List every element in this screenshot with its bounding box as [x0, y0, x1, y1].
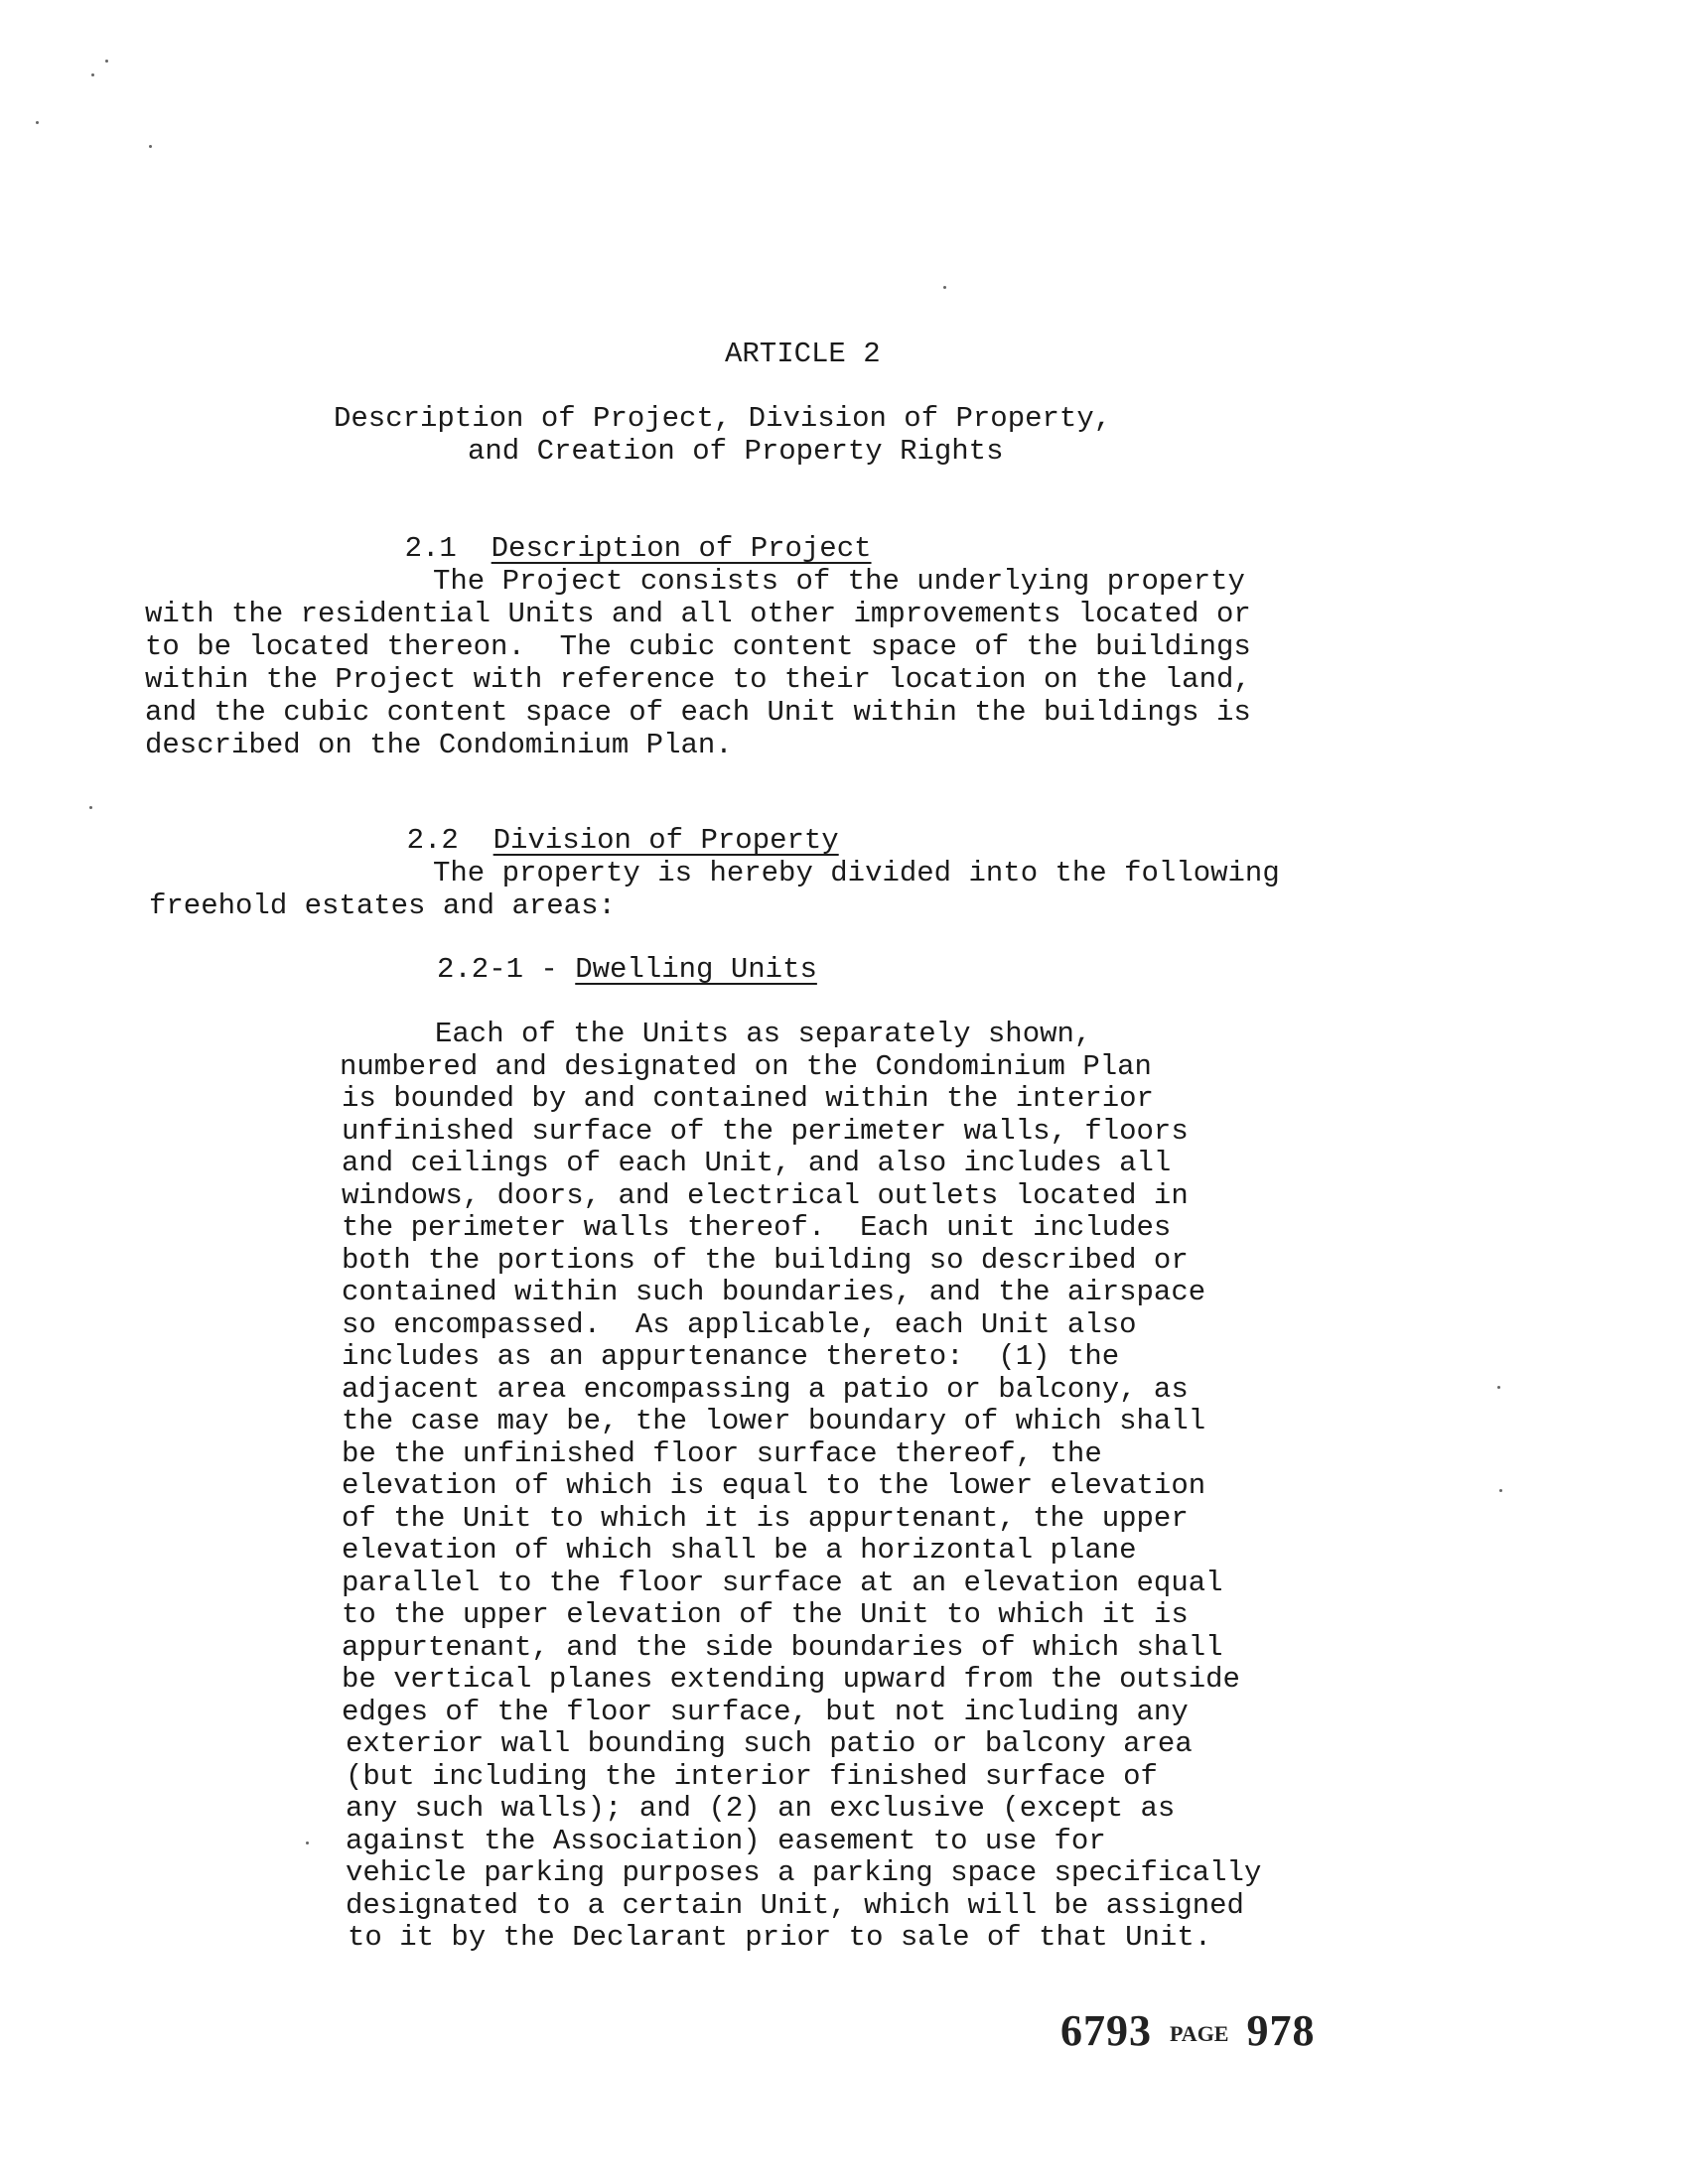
- section-2-2-1-line: appurtenant, and the side boundaries of which shall: [342, 1631, 1223, 1664]
- section-2-2-1-number: 2.2-1 -: [437, 953, 576, 986]
- recording-page-stamp: [1060, 2005, 1315, 2056]
- article-subtitle-line-2: and Creation of Property Rights: [468, 435, 1004, 468]
- section-2-2-line: freehold estates and areas:: [149, 889, 616, 922]
- scan-speck: [105, 60, 108, 63]
- scan-speck: [36, 121, 39, 124]
- section-2-2-1-line: of the Unit to which it is appurtenant, the upper: [342, 1502, 1189, 1535]
- scan-speck: [149, 145, 152, 148]
- section-2-2-1-line: against the Association) easement to use for: [346, 1825, 1106, 1857]
- section-2-2-1-line: Each of the Units as separately shown,: [435, 1018, 1092, 1050]
- section-2-2-line: The property is hereby divided into the following: [433, 857, 1280, 889]
- section-2-2-1-line: designated to a certain Unit, which will be assigned: [346, 1889, 1244, 1922]
- section-2-2-1-line: is bounded by and contained within the interior: [342, 1082, 1154, 1115]
- section-2-2-1-line: to it by the Declarant prior to sale of that Unit.: [348, 1921, 1212, 1954]
- article-title: ARTICLE 2: [725, 338, 881, 370]
- stamp-book-number: 6793: [1060, 2006, 1152, 2055]
- section-2-2-1-line: be the unfinished floor surface thereof, the: [342, 1437, 1102, 1470]
- scan-speck: [1497, 1386, 1500, 1389]
- section-2-2-number: 2.2: [406, 824, 459, 857]
- section-2-2-1-line: edges of the floor surface, but not including any: [342, 1696, 1189, 1728]
- section-2-1-line: and the cubic content space of each Unit within the buildings is: [145, 696, 1251, 729]
- section-2-2-1-line: unfinished surface of the perimeter walls, floors: [342, 1115, 1189, 1148]
- scan-speck: [306, 1842, 309, 1844]
- stamp-page-label: PAGE: [1170, 2021, 1229, 2046]
- section-2-2-1-line: so encompassed. As applicable, each Unit also: [342, 1308, 1137, 1341]
- scan-speck: [89, 806, 92, 809]
- section-2-2-1-title: Dwelling Units: [575, 953, 817, 986]
- section-2-2-1-line: elevation of which shall be a horizontal plane: [342, 1534, 1137, 1567]
- section-2-2-1-line: adjacent area encompassing a patio or balcony, as: [342, 1373, 1189, 1406]
- section-2-1-line: within the Project with reference to their location on the land,: [145, 663, 1251, 696]
- section-2-1-line: with the residential Units and all other improvements located or: [145, 598, 1251, 630]
- section-2-1-number: 2.1: [404, 532, 457, 565]
- section-2-2-1-line: vehicle parking purposes a parking space specifically: [346, 1856, 1262, 1889]
- section-2-1-line: to be located thereon. The cubic content space of the buildings: [145, 630, 1251, 663]
- section-2-1-line: The Project consists of the underlying property: [433, 565, 1245, 598]
- section-2-2-1-line: parallel to the floor surface at an elevation equal: [342, 1567, 1223, 1599]
- scan-speck: [1499, 1489, 1502, 1492]
- section-2-2-1-line: any such walls); and (2) an exclusive (except as: [346, 1792, 1176, 1825]
- section-2-2-1-line: both the portions of the building so described or: [342, 1244, 1189, 1277]
- section-2-2-1-line: be vertical planes extending upward from the outside: [342, 1663, 1240, 1696]
- section-2-1-line: described on the Condominium Plan.: [145, 729, 733, 761]
- section-2-2-1-line: elevation of which is equal to the lower elevation: [342, 1469, 1206, 1502]
- section-2-2-title: Division of Property: [492, 824, 839, 857]
- section-2-1-title: Description of Project: [491, 532, 872, 565]
- section-2-2-1-line: contained within such boundaries, and the airspace: [342, 1276, 1206, 1308]
- section-2-2-1-line: includes as an appurtenance thereto: (1) the: [342, 1340, 1120, 1373]
- article-subtitle-line-1: Description of Project, Division of Property,: [334, 402, 1112, 435]
- scan-speck: [943, 286, 946, 289]
- section-2-2-1-line: numbered and designated on the Condominium Plan: [340, 1050, 1152, 1083]
- stamp-page-number: 978: [1246, 2006, 1316, 2055]
- section-2-2-1-line: the case may be, the lower boundary of which shall: [342, 1405, 1206, 1437]
- section-2-2-1-line: and ceilings of each Unit, and also includes all: [342, 1147, 1172, 1179]
- section-2-2-1-line: (but including the interior finished surface of: [346, 1760, 1158, 1793]
- section-2-2-1-heading: [437, 953, 817, 986]
- section-2-2-1-line: exterior wall bounding such patio or balcony area: [346, 1727, 1193, 1760]
- section-2-2-1-line: to the upper elevation of the Unit to which it is: [342, 1598, 1189, 1631]
- scan-speck: [91, 73, 94, 76]
- section-2-2-1-line: windows, doors, and electrical outlets located in: [342, 1179, 1189, 1212]
- section-2-2-1-line: the perimeter walls thereof. Each unit includes: [342, 1211, 1172, 1244]
